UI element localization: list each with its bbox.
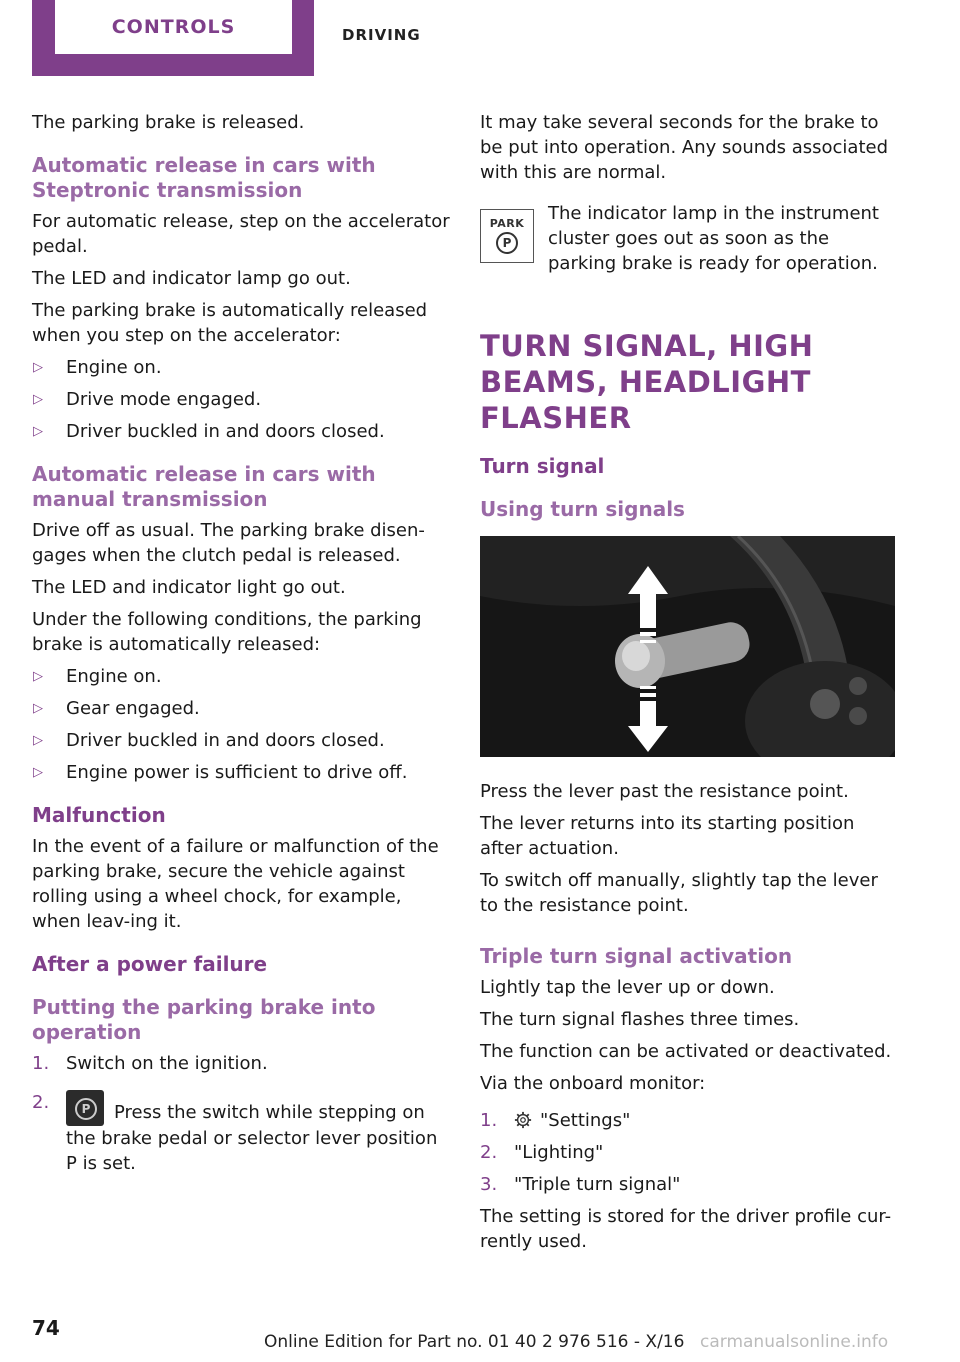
triangle-bullet-icon: ▷ (33, 360, 43, 375)
paragraph: The LED and indicator light go out. (32, 577, 346, 598)
indicator-note (480, 201, 900, 276)
paragraph: To switch off manually, slightly tap the lever to the resistance point. (480, 870, 878, 916)
heading-after-power-failure: After a power failure (32, 952, 268, 976)
paragraph: The setting is stored for the driver profile cur-rently used. (480, 1206, 892, 1252)
heading-turn-signal: Turn signal (480, 454, 605, 478)
paragraph: Via the onboard monitor: (480, 1073, 706, 1094)
list-item: 1. Switch on the ignition. (32, 1053, 268, 1074)
paragraph: The lever returns into its starting position after actuation. (480, 813, 855, 859)
list-item: ▷ Driver buckled in and doors closed. (33, 421, 385, 442)
paragraph: The LED and indicator lamp go out. (32, 268, 351, 289)
watermark: carmanualsonline.info (700, 1332, 889, 1352)
heading-auto-steptronic: Automatic release in cars with Steptronic transmission (32, 153, 376, 202)
paragraph: Drive off as usual. The parking brake disen-gages when the clutch pedal is released. (32, 520, 425, 566)
settings-gear-icon (514, 1111, 532, 1129)
heading-malfunction: Malfunction (32, 803, 166, 827)
tab-driving[interactable]: DRIVING (342, 26, 421, 44)
triangle-bullet-icon: ▷ (33, 392, 43, 407)
right-column (480, 110, 900, 1261)
list-item: 3. "Triple turn signal" (480, 1174, 681, 1195)
tab-controls[interactable]: CONTROLS (55, 0, 292, 54)
edition-footer: Online Edition for Part no. 01 40 2 976 516 - X/16 (264, 1332, 685, 1352)
indicator-text: The indicator lamp in the instrument cluster goes out as soon as the parking brake is ready for operation. (548, 203, 879, 274)
heading-putting-into-operation: Putting the parking brake into operation (32, 995, 376, 1044)
paragraph: It may take several seconds for the brake to be put into operation. Any sounds associated with this are normal. (480, 112, 889, 183)
park-indicator-icon: PARK P (480, 209, 534, 263)
heading-auto-manual: Automatic release in cars with manual transmission (32, 462, 376, 511)
triangle-bullet-icon: ▷ (33, 701, 43, 716)
triangle-bullet-icon: ▷ (33, 765, 43, 780)
left-column (32, 110, 452, 1183)
list-item: 1. "Settings" (480, 1110, 631, 1131)
list-item: 2. "Lighting" (480, 1142, 604, 1163)
list-item: ▷ Engine on. (33, 666, 162, 687)
paragraph: Under the following conditions, the parking brake is automatically released: (32, 609, 422, 655)
triangle-bullet-icon: ▷ (33, 669, 43, 684)
list-item: ▷ Engine on. (33, 357, 162, 378)
triangle-bullet-icon: ▷ (33, 424, 43, 439)
paragraph: Press the lever past the resistance point. (480, 781, 849, 802)
page-number: 74 (32, 1316, 60, 1340)
heading-using-turn-signals: Using turn signals (480, 497, 685, 521)
paragraph: For automatic release, step on the accelerator pedal. (32, 211, 450, 257)
paragraph: In the event of a failure or malfunction of the parking brake, secure the vehicle against rolling using a wheel chock, for example, when leav-ing it. (32, 836, 439, 932)
list-item: ▷ Engine power is sufficient to drive off. (33, 762, 408, 783)
paragraph: Lightly tap the lever up or down. (480, 977, 775, 998)
bullet-list (32, 355, 452, 444)
turn-signal-lever-photo (480, 536, 895, 757)
paragraph: The parking brake is automatically released when you step on the accelerator: (32, 300, 428, 346)
list-item: 2. P Press the switch while stepping on the brake pedal or selector lever position P is set. (32, 1092, 438, 1174)
section-heading: TURN SIGNAL, HIGH BEAMS, HEADLIGHT FLASHER (480, 329, 814, 435)
bullet-list (32, 664, 452, 785)
list-item: ▷ Driver buckled in and doors closed. (33, 730, 385, 751)
paragraph: The turn signal flashes three times. (480, 1009, 800, 1030)
paragraph: The function can be activated or deactivated. (480, 1041, 892, 1062)
numbered-list (32, 1051, 452, 1176)
parking-brake-switch-icon: P (66, 1090, 104, 1126)
heading-triple-turn-signal: Triple turn signal activation (480, 944, 793, 968)
numbered-list (480, 1108, 900, 1197)
intro-text: The parking brake is released. (32, 112, 305, 133)
triangle-bullet-icon: ▷ (33, 733, 43, 748)
list-item: ▷ Drive mode engaged. (33, 389, 262, 410)
list-item: ▷ Gear engaged. (33, 698, 200, 719)
